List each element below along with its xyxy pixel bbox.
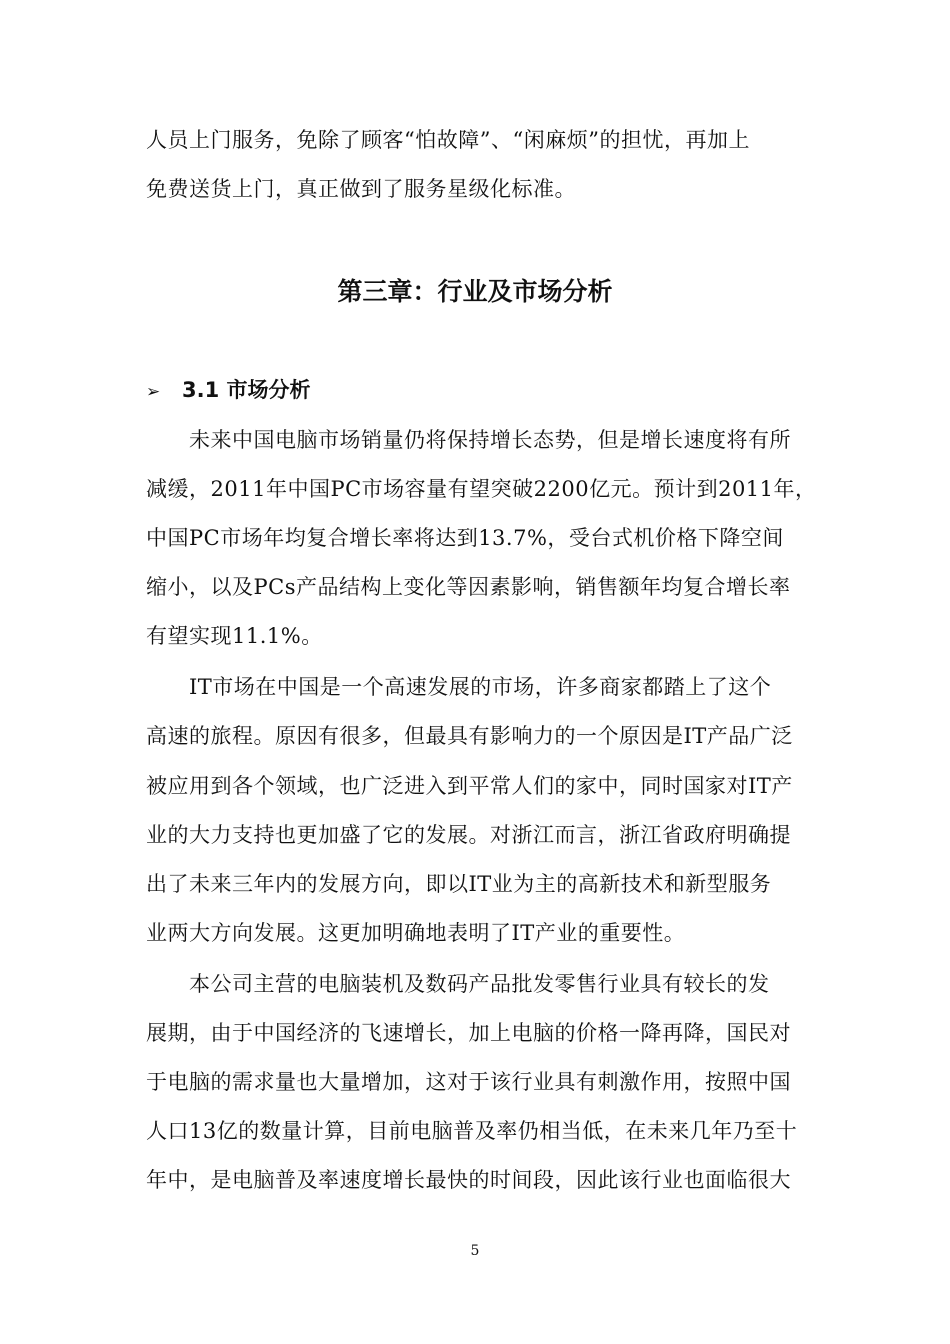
section-title: 市场分析: [226, 378, 311, 402]
paragraph-line: 年中，是电脑普及率速度增长最快的时间段，因此该行业也面临很大: [146, 1168, 791, 1192]
paragraph-line: 有望实现11.1%。: [146, 624, 323, 648]
paragraph-line: 本公司主营的电脑装机及数码产品批发零售行业具有较长的发: [189, 972, 770, 996]
arrow-bullet-icon: ➢: [146, 382, 161, 402]
paragraph-line: 业两大方向发展。这更加明确地表明了IT产业的重要性。: [146, 921, 686, 945]
paragraph-line: 出了未来三年内的发展方向，即以IT业为主的高新技术和新型服务: [146, 872, 772, 896]
paragraph-line: 缩小，以及PCs产品结构上变化等因素影响，销售额年均复合增长率: [146, 575, 791, 599]
section-heading: [146, 366, 311, 417]
paragraph-line: 人口13亿的数量计算，目前电脑普及率仍相当低，在未来几年乃至十: [146, 1119, 798, 1143]
paragraph-line: 于电脑的需求量也大量增加，这对于该行业具有刺激作用，按照中国: [146, 1070, 791, 1094]
paragraph-line: 减缓，2011年中国PC市场容量有望突破2200亿元。预计到2011年，: [146, 477, 817, 501]
paragraph-line: 被应用到各个领域，也广泛进入到平常人们的家中，同时国家对IT产: [146, 774, 793, 798]
paragraph-line: 业的大力支持也更加盛了它的发展。对浙江而言，浙江省政府明确提: [146, 823, 791, 847]
paragraph-line: 展期，由于中国经济的飞速增长，加上电脑的价格一降再降，国民对: [146, 1021, 791, 1045]
page-number: 5: [470, 1243, 480, 1259]
paragraph-line: 未来中国电脑市场销量仍将保持增长态势，但是增长速度将有所: [189, 428, 791, 452]
intro-line: 人员上门服务，免除了顾客“怕故障”、“闲麻烦”的担忧，再加上: [146, 128, 750, 152]
intro-line: 免费送货上门，真正做到了服务星级化标准。: [146, 177, 576, 201]
section-number: 3.1: [182, 378, 220, 402]
paragraph-line: IT市场在中国是一个高速发展的市场，许多商家都踏上了这个: [189, 675, 772, 699]
chapter-title: 第三章：行业及市场分析: [337, 277, 613, 306]
paragraph-line: 高速的旅程。原因有很多，但最具有影响力的一个原因是IT产品广泛: [146, 724, 793, 748]
paragraph-line: 中国PC市场年均复合增长率将达到13.7%，受台式机价格下降空间: [146, 526, 784, 550]
